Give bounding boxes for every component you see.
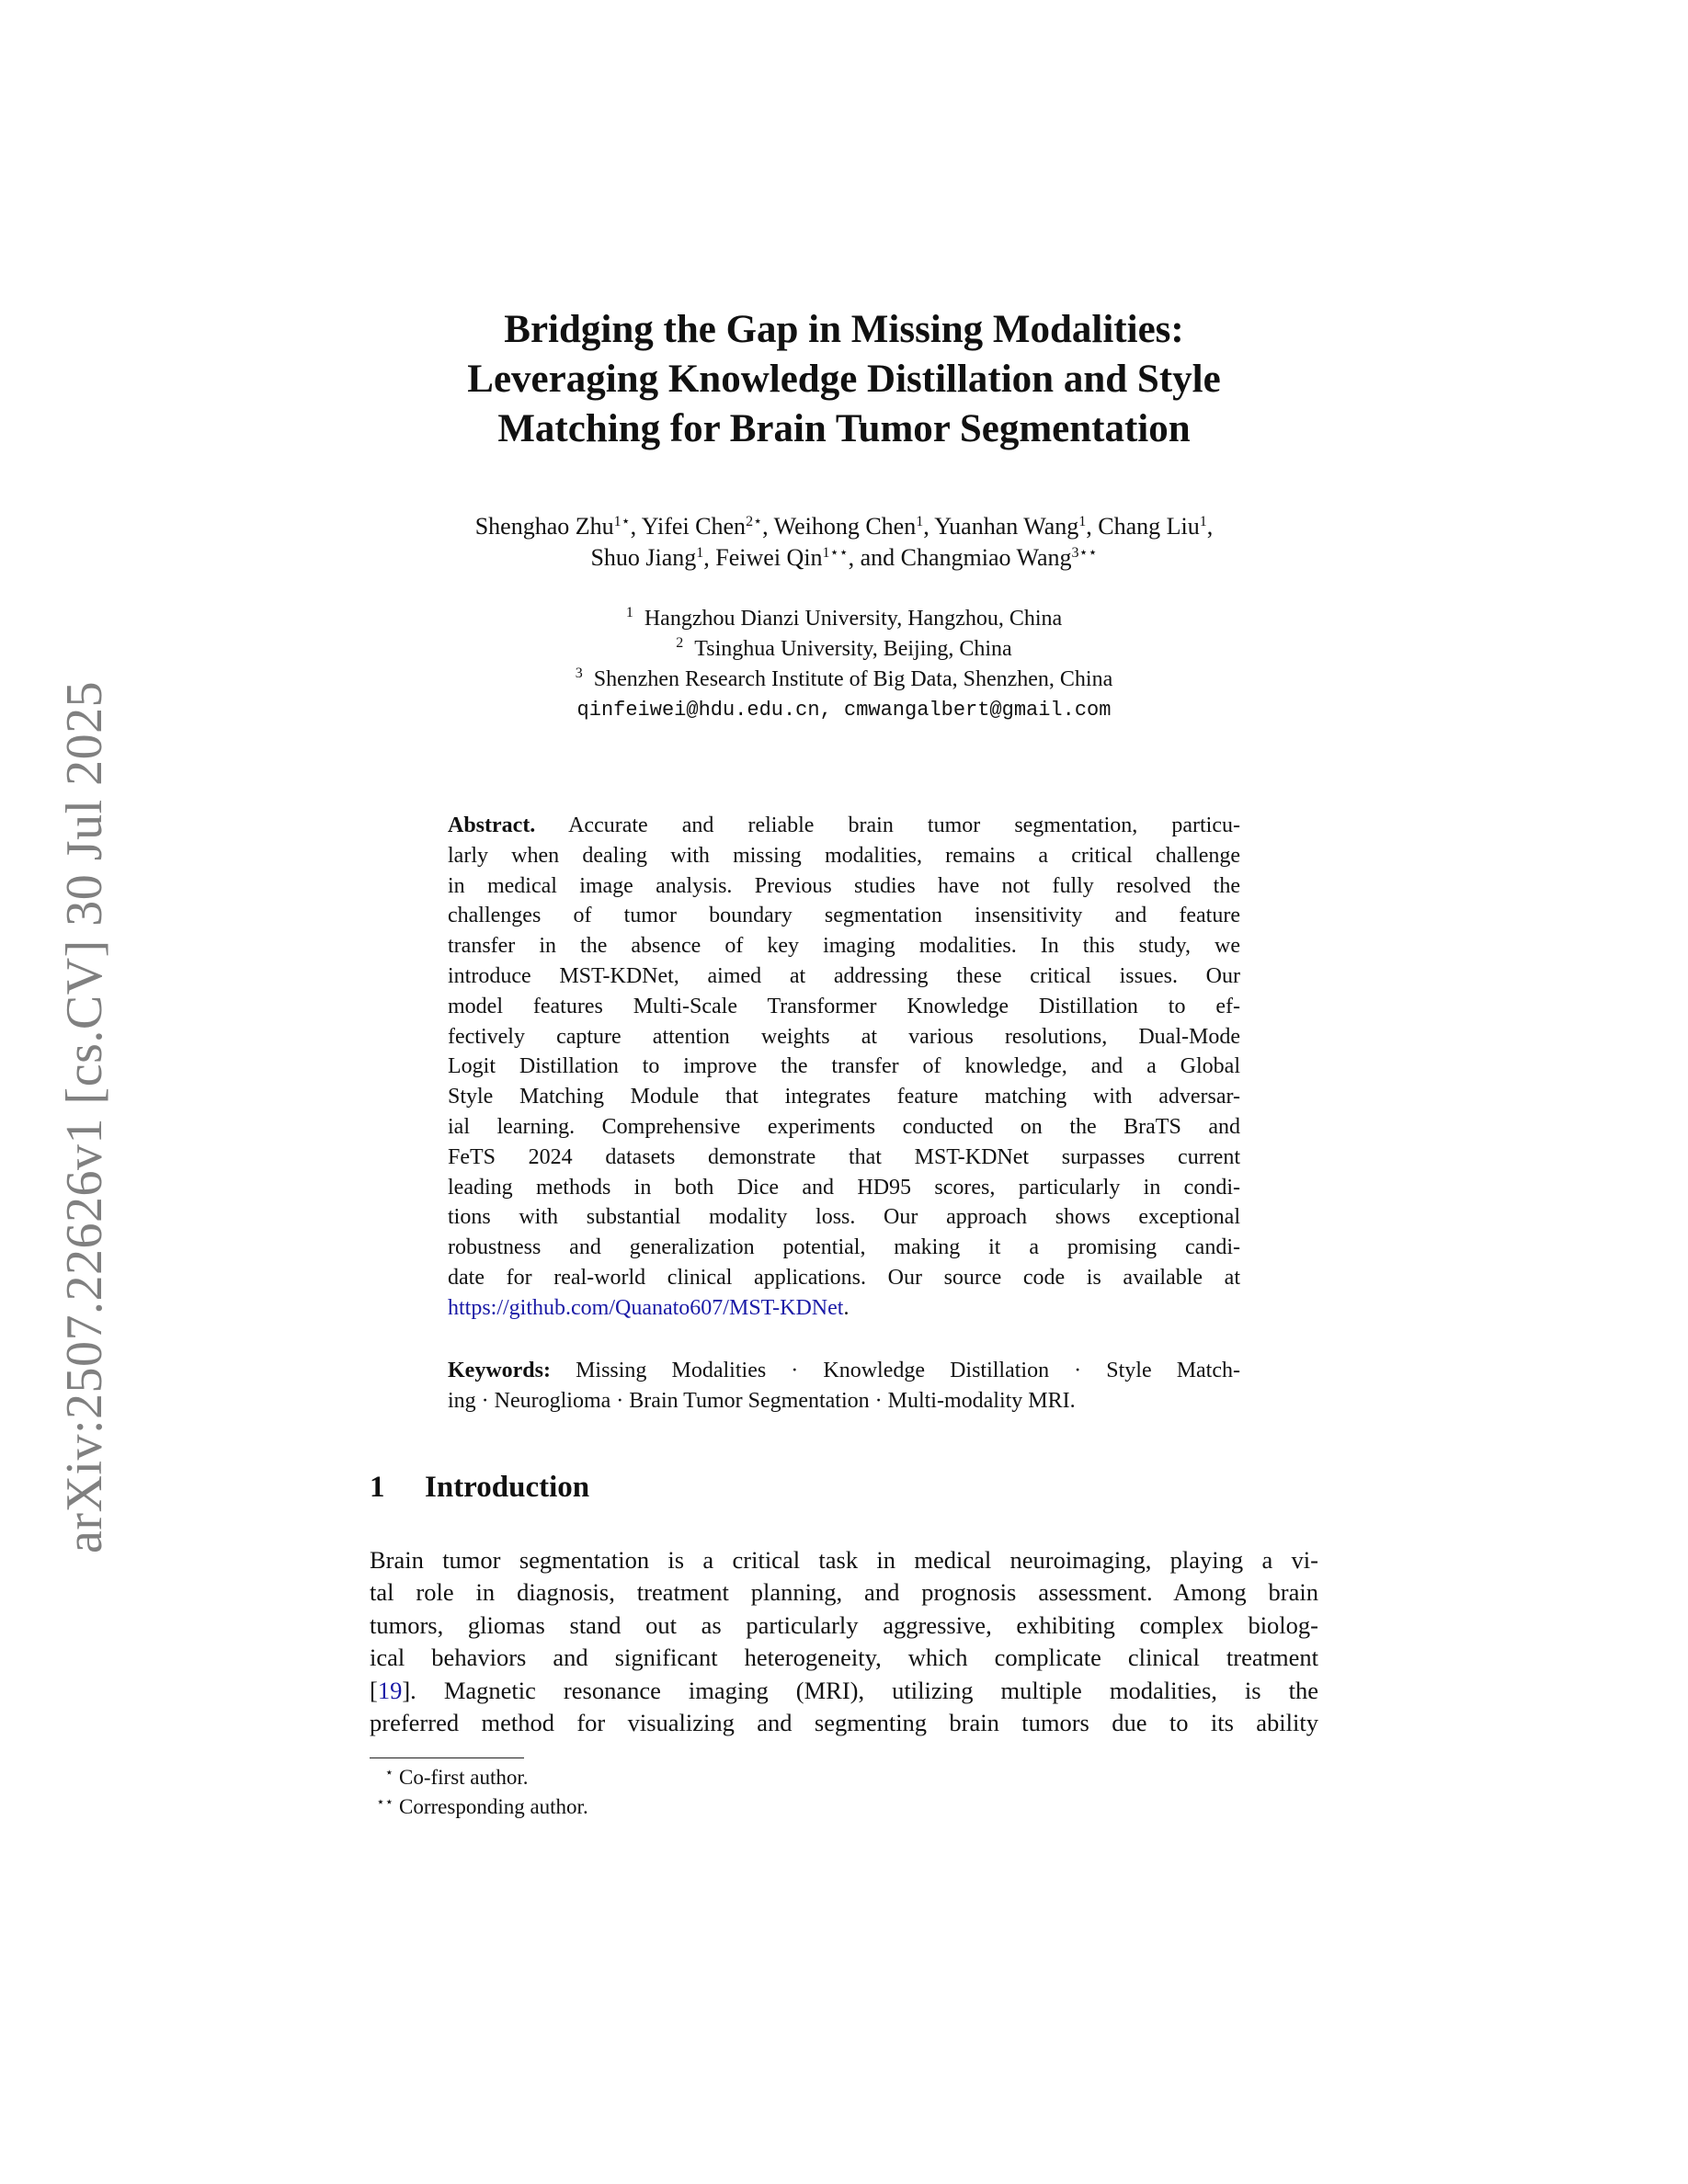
affiliation-line (276, 604, 1412, 634)
footnote (366, 1792, 588, 1822)
abstract-line: introduce MST-KDNet, aimed at addressing these critical issues. Our (448, 963, 1240, 988)
author-name: Yuanhan Wang (934, 513, 1079, 540)
author-mark: 1 (1199, 514, 1207, 529)
author-separator: , (703, 544, 716, 571)
abstract-label: Abstract. (448, 813, 536, 837)
body-line: ical behaviors and significant heterogeneity, which complicate clinical treatment (370, 1644, 1318, 1672)
author-mark: 2⋆ (746, 514, 763, 529)
abstract-link-tail: . (843, 1295, 850, 1320)
section-title: Introduction (425, 1471, 590, 1504)
keywords-text: Missing Modalities · Knowledge Distillation · Style Match- (576, 1359, 1240, 1382)
affiliation-text: Tsinghua University, Beijing, China (694, 637, 1012, 661)
body-line (370, 1675, 1318, 1707)
abstract-line (448, 1293, 1240, 1324)
abstract-line: date for real-world clinical applications. Our source code is available at (448, 1265, 1240, 1290)
author-separator: , (630, 513, 642, 540)
section-number: 1 (370, 1471, 385, 1504)
author-mark: 1 (1078, 514, 1087, 529)
keywords-label: Keywords: (448, 1359, 551, 1382)
footnote-text: Corresponding author. (399, 1795, 588, 1818)
footnote-divider (370, 1757, 524, 1758)
body-line: tumors, gliomas stand out as particularly aggressive, exhibiting complex biolog- (370, 1610, 1318, 1639)
keywords-line: ing · Neuroglioma · Brain Tumor Segmentation · Multi-modality MRI. (448, 1388, 1076, 1413)
abstract-line: robustness and generalization potential, making it a promising candi- (448, 1235, 1240, 1260)
keywords-line (448, 1356, 1240, 1386)
author-list (276, 511, 1412, 574)
author-name: Shenghao Zhu (474, 513, 614, 540)
author-separator: , (1086, 513, 1099, 540)
author-line (276, 511, 1412, 542)
keywords (448, 1356, 1240, 1416)
abstract-line: FeTS 2024 datasets demonstrate that MST-KDNet surpasses current (448, 1144, 1240, 1169)
author-separator: , (923, 513, 935, 540)
author-separator: , (1206, 513, 1214, 540)
cite-bracket: [ (370, 1676, 378, 1704)
footnote-text: Co-first author. (399, 1766, 529, 1789)
affiliations (276, 604, 1412, 725)
author-mark: 1⋆⋆ (822, 545, 849, 561)
author-mark: 1 (696, 545, 704, 561)
author-name: Weihong Chen (773, 513, 917, 540)
author-name: Chang Liu (1098, 513, 1200, 540)
author-name: Shuo Jiang (590, 544, 697, 571)
author-mark: 3⋆⋆ (1071, 545, 1098, 561)
abstract-line (448, 811, 1240, 841)
abstract-line: Logit Distillation to improve the transfer of knowledge, and a Global (448, 1054, 1240, 1079)
intro-paragraph (370, 1544, 1318, 1739)
abstract-line: transfer in the absence of key imaging modalities. In this study, we (448, 934, 1240, 959)
author-separator: , (762, 513, 774, 540)
author-mark: 1⋆ (613, 514, 631, 529)
author-name: Changmiao Wang (900, 544, 1072, 571)
abstract (448, 811, 1240, 1324)
abstract-line: larly when dealing with missing modalities, remains a critical challenge (448, 843, 1240, 868)
cite-bracket: ] (402, 1676, 411, 1704)
affiliation-text: Shenzhen Research Institute of Big Data, Shenzhen, China (593, 667, 1113, 691)
affiliation-line (276, 665, 1412, 695)
source-code-link[interactable]: https://github.com/Quanato607/MST-KDNet (448, 1295, 844, 1320)
footnote-mark: ⋆ (384, 1766, 393, 1780)
body-line: preferred method for visualizing and segmenting brain tumors due to its ability (370, 1709, 1318, 1737)
title-line: Matching for Brain Tumor Segmentation (497, 407, 1191, 450)
footnote (366, 1763, 588, 1792)
abstract-line: fectively capture attention weights at various resolutions, Dual-Mode (448, 1024, 1240, 1049)
abstract-line: in medical image analysis. Previous studies have not fully resolved the (448, 873, 1240, 898)
affiliation-mark: 3 (575, 665, 583, 681)
footnote-mark: ⋆⋆ (376, 1795, 393, 1810)
abstract-line: leading methods in both Dice and HD95 scores, particularly in condi- (448, 1175, 1240, 1200)
abstract-line: model features Multi-Scale Transformer Knowledge Distillation to ef- (448, 994, 1240, 1018)
author-name: Feiwei Qin (715, 544, 823, 571)
abstract-line: ial learning. Comprehensive experiments conducted on the BraTS and (448, 1114, 1240, 1139)
footnotes (366, 1763, 588, 1822)
body-text: . Magnetic resonance imaging (MRI), utilizing multiple modalities, is the (410, 1676, 1318, 1704)
citation-link[interactable]: 19 (377, 1676, 403, 1704)
affiliation-line (276, 634, 1412, 665)
title-line: Bridging the Gap in Missing Modalities: (504, 308, 1184, 351)
author-mark: 1 (916, 514, 924, 529)
body-line: Brain tumor segmentation is a critical task in medical neuroimaging, playing a vi- (370, 1546, 1318, 1574)
abstract-line: tions with substantial modality loss. Our approach shows exceptional (448, 1205, 1240, 1230)
affiliation-text: Hangzhou Dianzi University, Hangzhou, China (644, 607, 1063, 631)
arxiv-stamp: arXiv:2507.22626v1 [cs.CV] 30 Jul 2025 (56, 680, 113, 1553)
contact-emails: qinfeiwei@hdu.edu.cn, cmwangalbert@gmail.com (576, 699, 1112, 722)
abstract-line: Style Matching Module that integrates feature matching with adversar- (448, 1085, 1240, 1109)
author-line (276, 542, 1412, 574)
author-separator: , and (848, 544, 901, 571)
section-heading (370, 1471, 589, 1505)
abstract-line: challenges of tumor boundary segmentation insensitivity and feature (448, 904, 1240, 928)
paper-title (276, 305, 1412, 454)
title-line: Leveraging Knowledge Distillation and Style (467, 358, 1221, 401)
abstract-text: Accurate and reliable brain tumor segmentation, particu- (568, 813, 1240, 837)
affiliation-mark: 2 (676, 635, 684, 651)
author-name: Yifei Chen (641, 513, 747, 540)
affiliation-mark: 1 (625, 605, 633, 620)
body-line: tal role in diagnosis, treatment planning, and prognosis assessment. Among brain (370, 1578, 1318, 1607)
